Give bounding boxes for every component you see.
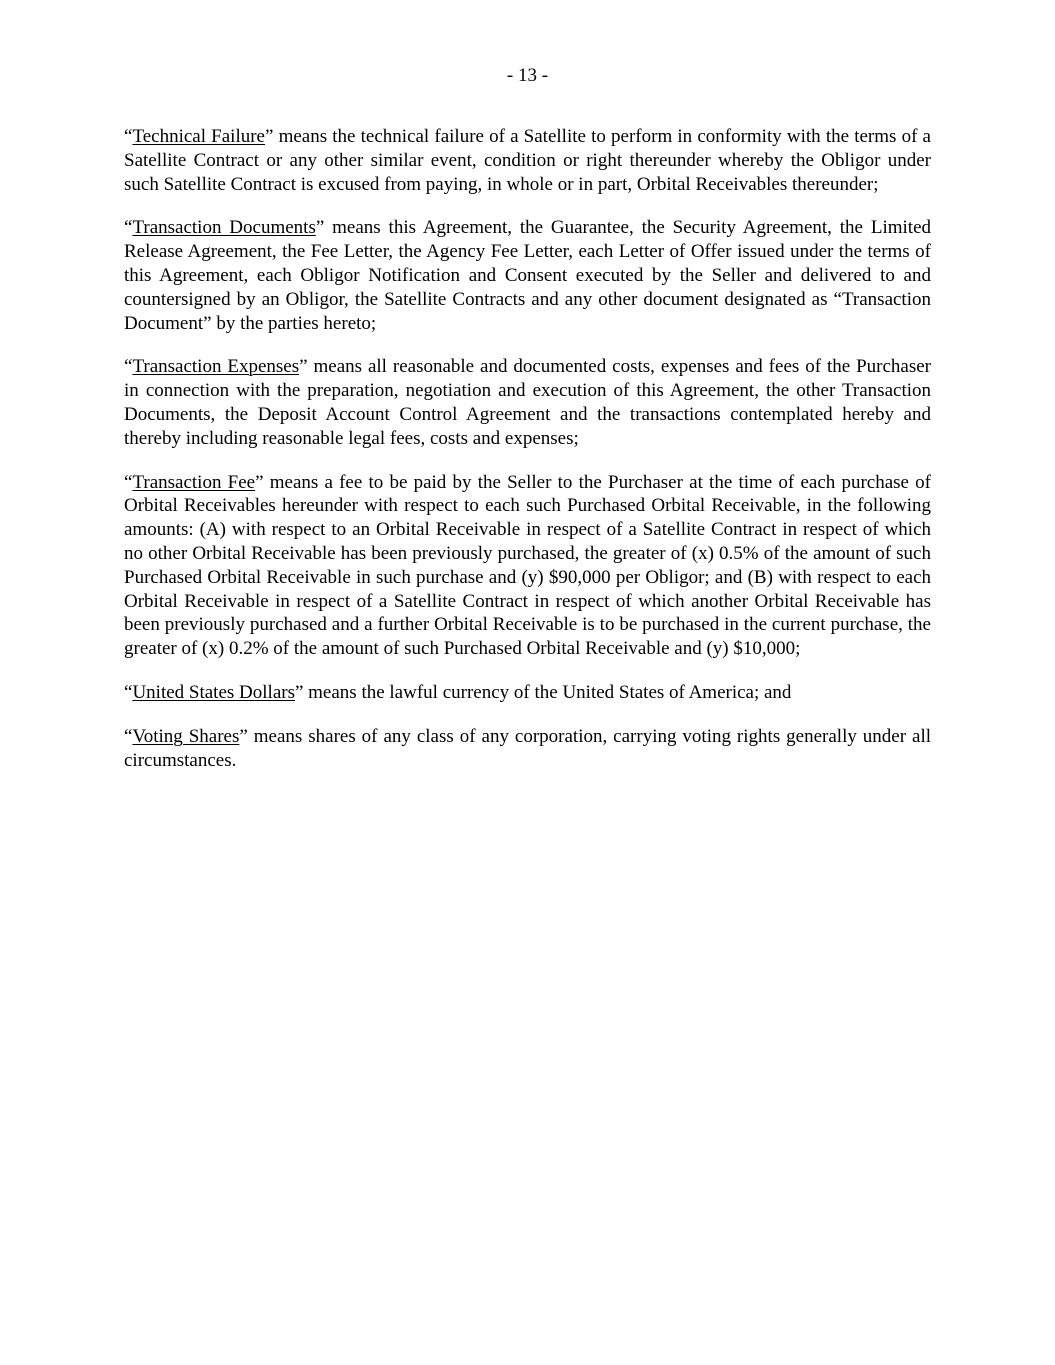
open-quote: “	[124, 725, 133, 747]
close-quote: ”	[264, 126, 274, 147]
definition-text: means the lawful currency of the United States of America; and	[303, 681, 792, 703]
open-quote: “	[124, 217, 133, 239]
open-quote: “	[124, 681, 133, 703]
definition-text: means a fee to be paid by the Seller to the Purchaser at the time of each purchase of Orbital Receivables hereunder with respect to each such Purchased Orbital Receivable, in the following amounts: (A) with respect to an Orbital Receivable in respect of a Satellite Contract in respect of which no other Orbital Receivable has been previously purchased, the greater of (x) 0.5% of the amount of such Purchased Orbital Receivable in such purchase and (y) $90,000 per Obligor; and (B) with respect to each Orbital Receivable in respect of a Satellite Contract in respect of which another Orbital Receivable has been previously purchased and a further Orbital Receivable is to be purchased in the current purchase, the greater of (x) 0.2% of the amount of such Purchased Orbital Receivable and (y) $10,000;	[124, 471, 931, 660]
definition-transaction-fee	[124, 471, 931, 661]
defined-term: Technical Failure	[132, 126, 265, 147]
definition-transaction-expenses	[124, 355, 931, 450]
close-quote: ”	[239, 725, 248, 747]
definition-transaction-documents	[124, 216, 931, 335]
open-quote: “	[124, 356, 133, 378]
close-quote: ”	[315, 217, 325, 239]
definitions-list	[124, 125, 931, 792]
definition-text: means the technical failure of a Satellite to perform in conformity with the terms of a Satellite Contract or any other similar event, condition or right thereunder whereby the Obligor under such Satellite Contract is excused from paying, in whole or in part, Orbital Receivables thereunder;	[124, 126, 931, 195]
definition-technical-failure	[124, 125, 931, 196]
open-quote: “	[124, 126, 133, 147]
close-quote: ”	[255, 471, 264, 493]
defined-term: United States Dollars	[132, 681, 295, 703]
definition-text: means this Agreement, the Guarantee, the Security Agreement, the Limited Release Agreement, the Fee Letter, the Agency Fee Letter, each Letter of Offer issued under the terms of this Agreement, each Obligor Notification and Consent executed by the Seller and delivered to and countersigned by an Obligor, the Satellite Contracts and any other document designated as “Transaction Document” by the parties hereto;	[124, 217, 931, 334]
definition-text: means shares of any class of any corporation, carrying voting rights generally under all circumstances.	[124, 725, 932, 771]
definition-text: means all reasonable and documented costs, expenses and fees of the Purchaser in connection with the preparation, negotiation and execution of this Agreement, the other Transaction Documents, the Deposit Account Control Agreement and the transactions contemplated hereby and thereby including reasonable legal fees, costs and expenses;	[124, 356, 931, 449]
defined-term: Transaction Fee	[132, 471, 256, 493]
definition-united-states-dollars	[124, 681, 931, 705]
close-quote: ”	[299, 356, 308, 378]
defined-term: Transaction Expenses	[132, 356, 300, 378]
defined-term: Voting Shares	[132, 725, 240, 747]
close-quote: ”	[294, 681, 304, 703]
definition-voting-shares	[124, 725, 931, 773]
page-number: - 13 -	[506, 65, 549, 86]
defined-term: Transaction Documents	[132, 217, 316, 239]
open-quote: “	[124, 471, 133, 493]
